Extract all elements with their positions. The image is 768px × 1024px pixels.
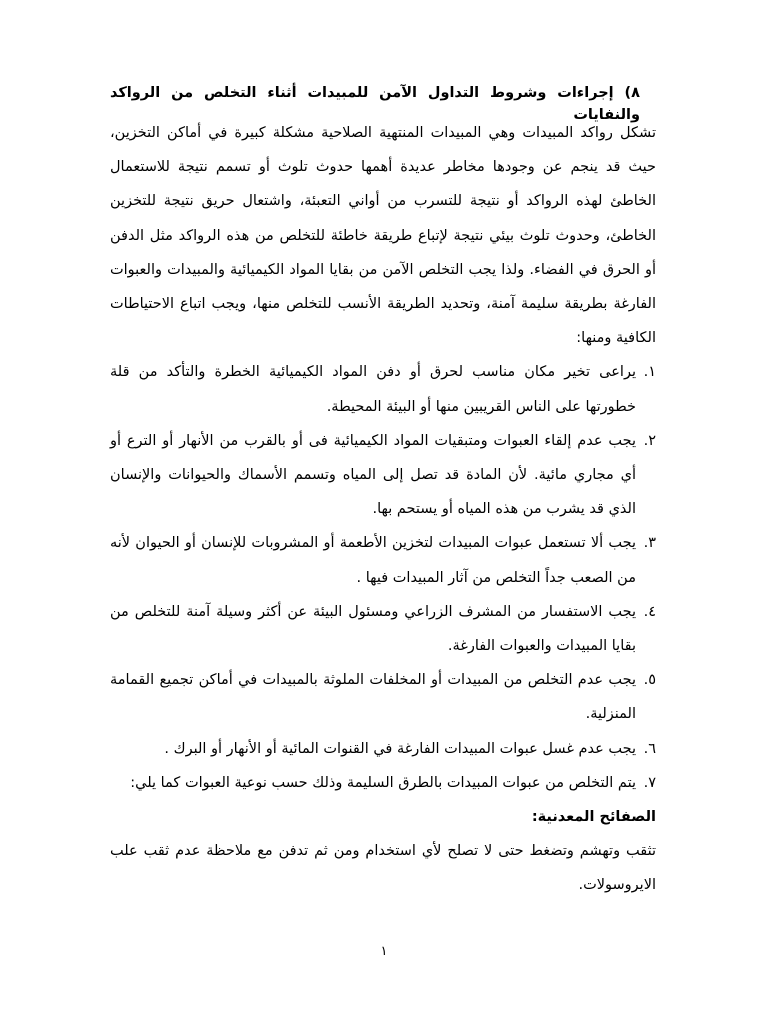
list-item — [110, 424, 656, 527]
list-item-text: يجب ألا تستعمل عبوات المبيدات لتخزين الأطعمة أو المشروبات للإنسان أو الحيوان لأنه من الصعب جداً التخلص من آثار المبيدات فيها . — [110, 535, 636, 586]
list-item — [110, 595, 656, 663]
list-item-number: ٧. — [643, 774, 656, 791]
list-item-number: ٤. — [643, 603, 656, 620]
list-item — [110, 355, 656, 423]
list-item-text: يجب عدم التخلص من المبيدات أو المخلفات الملوثة بالمبيدات في أماكن تجميع القمامة المنزلية. — [110, 672, 636, 723]
page-number: ١ — [380, 944, 388, 959]
intro-paragraph: تشكل رواكد المبيدات وهي المبيدات المنتهية الصلاحية مشكلة كبيرة في أماكن التخزين، حيث قد ينجم عن وجودها مخاطر عديدة أهمها حدوث تلوث أو تسمم نتيجة للاستعمال الخاطئ لهذه الرواكد أو نتيجة للتسرب من أواني التعبئة، واشتعال حريق نتيجة للتخزين الخاطئ، وحدوث تلوث بيئي نتيجة لإتباع طريقة خاطئة للتخلص من هذه الرواكد مثل الدفن أو الحرق في الفضاء. ولذا يجب التخلص الآمن من بقايا المواد الكيميائية والمبيدات والعبوات الفارغة بطريقة سليمة آمنة، وتحديد الطريقة الأنسب للتخلص منها، ويجب اتباع الاحتياطات الكافية ومنها: — [110, 125, 656, 347]
list-item-number: ١. — [643, 364, 656, 381]
list-item-text: يتم التخلص من عبوات المبيدات بالطرق السليمة وذلك حسب نوعية العبوات كما يلي: — [130, 774, 636, 791]
precautions-list — [110, 355, 656, 800]
list-item — [110, 526, 656, 594]
metal-cans-subheading: الصفائح المعدنية: — [531, 809, 656, 826]
list-item-number: ٣. — [643, 535, 656, 552]
list-item-number: ٦. — [643, 740, 656, 757]
list-item-text: يجب عدم غسل عبوات المبيدات الفارغة في القنوات المائية أو الأنهار أو البرك . — [164, 740, 636, 757]
document-page — [110, 82, 656, 902]
list-item-text: يجب الاستفسار من المشرف الزراعي ومسئول البيئة عن أكثر وسيلة آمنة للتخلص من بقايا المبيدات والعبوات الفارغة. — [110, 603, 636, 655]
list-item-text: يراعى تخير مكان مناسب لحرق أو دفن المواد الكيميائية الخطرة والتأكد من قلة خطورتها على الناس القريبين منها أو البيئة المحيطة. — [110, 364, 636, 415]
list-item-number: ٢. — [643, 432, 656, 449]
closing-paragraph: تثقب وتهشم وتضغط حتى لا تصلح لأي استخدام ومن ثم تدفن مع ملاحظة عدم ثقب علب الايروسولات. — [110, 843, 656, 894]
list-item — [110, 732, 656, 766]
list-item-number: ٥. — [643, 672, 656, 689]
list-item-text: يجب عدم إلقاء العبوات ومتبقيات المواد الكيميائية فى أو بالقرب من الأنهار أو الترع أو أي مجاري مائية. لأن المادة قد تصل إلى المياه وتسمم الأسماك والحيوانات والإنسان الذي قد يشرب من هذه المياه أو يستحم بها. — [110, 432, 636, 518]
list-item — [110, 663, 656, 731]
list-item — [110, 766, 656, 800]
section-heading: ٨) إجراءات وشروط التداول الآمن للمبيدات أثناء التخلص من الرواكد والنفايات — [110, 85, 640, 123]
